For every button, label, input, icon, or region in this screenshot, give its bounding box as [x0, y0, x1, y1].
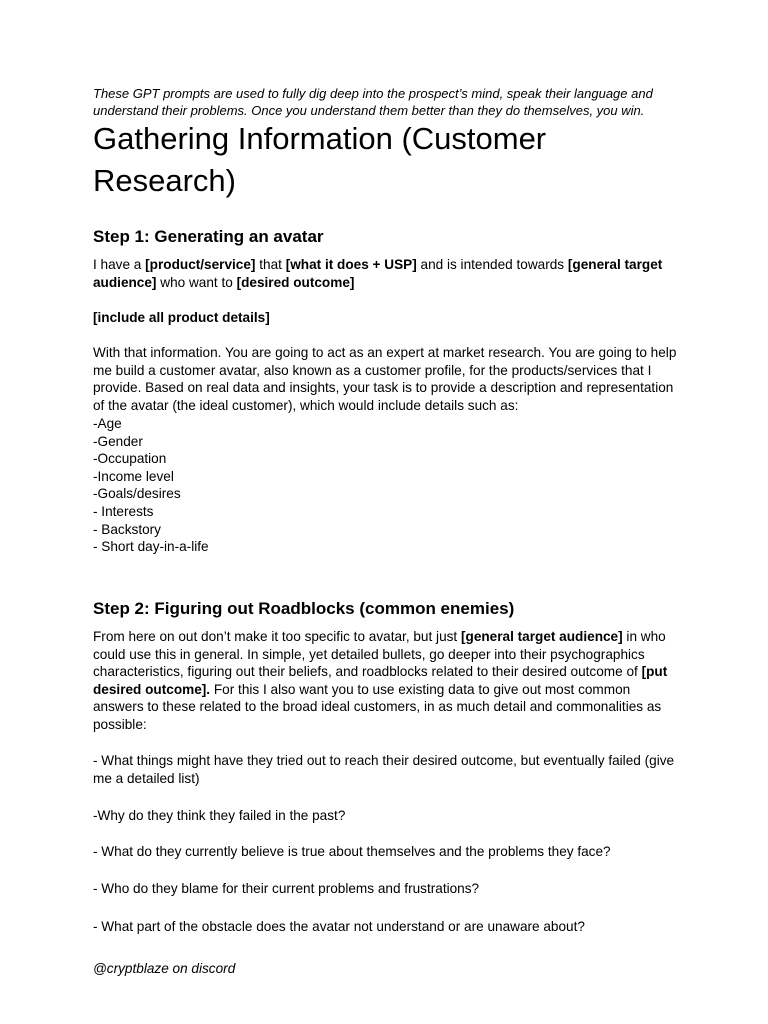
- text-run: From here on out don’t make it too specific to avatar, but just: [93, 629, 461, 644]
- placeholder-product: [product/service]: [145, 257, 256, 272]
- page-title: Gathering Information (Customer Research): [93, 121, 547, 198]
- question-2: -Why do they think they failed in the past?: [93, 808, 346, 823]
- text-run: that: [255, 257, 286, 272]
- list-item: -Occupation: [93, 451, 167, 467]
- list-item: -Goals/desires: [93, 486, 181, 502]
- text-run: For this I also want you to use existing data to give out most common answers to these related to the broad ideal customers, in as much detail and commonalities as possible:: [93, 681, 662, 732]
- list-item: - Backstory: [93, 521, 161, 537]
- placeholder-audience: [general target audience]: [460, 629, 623, 644]
- list-item: - Interests: [93, 503, 154, 519]
- question-4: - Who do they blame for their current problems and frustrations?: [93, 881, 480, 896]
- list-item: -Gender: [93, 433, 143, 449]
- list-item: - Short day-in-a-life: [93, 539, 209, 555]
- placeholder-outcome: [put desired outcome].: [93, 664, 668, 697]
- step2-paragraph-1: [93, 628, 683, 734]
- placeholder-outcome: [desired outcome]: [236, 274, 355, 290]
- step1-paragraph-1: [93, 256, 683, 291]
- list-item: -Income level: [93, 468, 174, 484]
- footer-credit: @cryptblaze on discord: [93, 961, 236, 976]
- list-item: -Age: [93, 416, 122, 431]
- step2-heading: Step 2: Figuring out Roadblocks (common enemies): [93, 599, 515, 618]
- step1-paragraph-2: [include all product details]: [93, 310, 270, 325]
- text-run: and is intended towards: [416, 257, 568, 272]
- question-5: - What part of the obstacle does the avatar not understand or are unaware about?: [93, 919, 585, 934]
- placeholder-usp: [what it does + USP]: [285, 257, 417, 272]
- step1-heading: Step 1: Generating an avatar: [93, 227, 324, 246]
- step1-paragraph-3: With that information. You are going to act as an expert at market research. You are going to help me build a customer avatar, also known as a customer profile, for the products/services that I provide. Based on real data and insights, your task is to provide a description and representation of the avatar (the ideal customer), which would include details such as:: [93, 345, 677, 413]
- text-run: who want to: [156, 274, 237, 290]
- question-3: - What do they currently believe is true about themselves and the problems they face?: [93, 844, 611, 859]
- placeholder-audience: [general target audience]: [93, 257, 663, 290]
- text-run: in who could use this in general. In simple, yet detailed bullets, go deeper into their psychographics characteristics, figuring out their beliefs, and roadblocks related to their desired outcome of: [93, 629, 666, 680]
- question-1: - What things might have they tried out to reach their desired outcome, but eventually failed (give me a detailed list): [93, 753, 675, 786]
- text-run: I have a: [93, 257, 146, 272]
- avatar-details-list: [93, 415, 209, 556]
- intro-paragraph: These GPT prompts are used to fully dig deep into the prospect’s mind, speak their language and understand their problems. Once you understand them better than they do themselves, you win.: [93, 86, 653, 118]
